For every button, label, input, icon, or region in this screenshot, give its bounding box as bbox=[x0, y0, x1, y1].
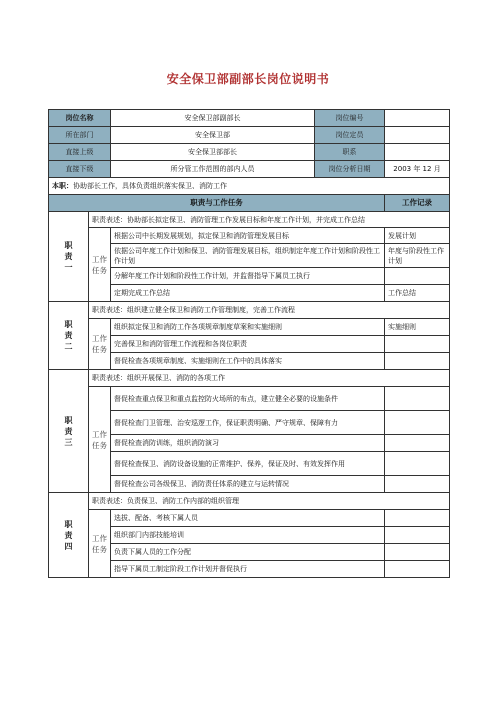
duty-2-record-1: 实施细则 bbox=[385, 319, 450, 336]
duty-1-record-2: 年度与阶段性工作计划 bbox=[385, 244, 450, 268]
duty-3-task-1: 督促检查重点保卫和重点监控防火场所的布点，建立健全必要的设施条件 bbox=[111, 387, 385, 411]
duty-2-record-2 bbox=[385, 336, 450, 353]
post-code-label: 岗位编号 bbox=[315, 110, 385, 127]
duty-2-desc: 职责表述：组织建立健全保卫和消防工作管理制度，完善工作流程 bbox=[89, 302, 450, 319]
superior-value: 安全保卫部部长 bbox=[111, 144, 315, 161]
page-title: 安全保卫部副部长岗位说明书 bbox=[166, 72, 330, 86]
subordinate-label: 直接下级 bbox=[49, 161, 111, 178]
post-name-label: 岗位名称 bbox=[49, 110, 111, 127]
post-name-value: 安全保卫部副部长 bbox=[111, 110, 315, 127]
duty-4-name: 职 责 四 bbox=[49, 493, 89, 578]
duty-1-record-4: 工作总结 bbox=[385, 285, 450, 302]
duty-3-task-label: 工作任务 bbox=[89, 387, 111, 493]
records-header: 工作记录 bbox=[385, 195, 450, 212]
duty-1-record-1: 发展计划 bbox=[385, 228, 450, 244]
duties-header: 职责与工作任务 bbox=[49, 195, 385, 212]
duty-3-task-5: 督促检查公司各级保卫、消防责任体系的建立与运转情况 bbox=[111, 476, 385, 493]
rank-label: 职系 bbox=[315, 144, 385, 161]
duty-4-task-2: 组织部门内部技能培训 bbox=[111, 527, 385, 544]
duty-4-desc: 职责表述：负责保卫、消防工作内部的组织管理 bbox=[89, 493, 450, 510]
duty-4-task-3: 负责下属人员的工作分配 bbox=[111, 544, 385, 561]
duty-3-record-4 bbox=[385, 452, 450, 476]
rank-value bbox=[385, 144, 450, 161]
duty-summary bbox=[49, 178, 450, 195]
analysis-date-value: 2003 年 12 月 bbox=[385, 161, 450, 178]
duty-4-task-1: 选拔、配备、考核下属人员 bbox=[111, 510, 385, 527]
duty-3-task-2: 督促检查门卫管理、治安巡逻工作，保证职责明确、严守规章、保障有力 bbox=[111, 411, 385, 435]
duty-2-task-2: 完善保卫和消防管理工作流程和各岗位职责 bbox=[111, 336, 385, 353]
duty-3-task-4: 督促检查保卫、消防设备设施的正常维护、保养，保证及时、有效发挥作用 bbox=[111, 452, 385, 476]
duty-3-record-2 bbox=[385, 411, 450, 435]
duty-1-task-1: 根据公司中长期发展规划，拟定保卫和消防管理发展目标 bbox=[111, 228, 385, 244]
duty-3-record-5 bbox=[385, 476, 450, 493]
duty-summary-label: 本职： bbox=[52, 182, 73, 190]
dept-label: 所在部门 bbox=[49, 127, 111, 144]
subordinate-value: 所分管工作范围的部内人员 bbox=[111, 161, 315, 178]
duty-1-task-label: 工作任务 bbox=[89, 228, 111, 302]
duty-3-task-3: 督促检查消防训练，组织消防演习 bbox=[111, 435, 385, 452]
duty-4-task-label: 工作任务 bbox=[89, 510, 111, 578]
duty-1-record-3 bbox=[385, 268, 450, 285]
duty-1-task-3: 分解年度工作计划和阶段性工作计划，并监督指导下属员工执行 bbox=[111, 268, 385, 285]
duty-4-record-3 bbox=[385, 544, 450, 561]
duty-3-name: 职 责 三 bbox=[49, 370, 89, 493]
duty-1-task-4: 定期完成工作总结 bbox=[111, 285, 385, 302]
post-code-value bbox=[385, 110, 450, 127]
duty-4-record-2 bbox=[385, 527, 450, 544]
duty-4-record-4 bbox=[385, 561, 450, 578]
job-description-table bbox=[48, 109, 449, 578]
duty-1-name: 职 责 一 bbox=[49, 212, 89, 302]
duty-2-task-1: 组织拟定保卫和消防工作各项规章制度草案和实施细则 bbox=[111, 319, 385, 336]
quota-label: 岗位定员 bbox=[315, 127, 385, 144]
duty-summary-text: 协助部长工作，具体负责组织落实保卫、消防工作 bbox=[73, 182, 227, 190]
duty-2-task-label: 工作任务 bbox=[89, 319, 111, 370]
duty-1-task-2: 依据公司年度工作计划和保卫、消防管理发展目标，组织制定年度工作计划和阶段性工作计划 bbox=[111, 244, 385, 268]
duty-2-task-3: 督促检查各项规章制度、实施细则在工作中的具体落实 bbox=[111, 353, 385, 370]
duty-3-record-1 bbox=[385, 387, 450, 411]
duty-4-task-4: 指导下属员工制定阶段工作计划并督促执行 bbox=[111, 561, 385, 578]
dept-value: 安全保卫部 bbox=[111, 127, 315, 144]
duty-2-name: 职 责 二 bbox=[49, 302, 89, 370]
quota-value bbox=[385, 127, 450, 144]
analysis-date-label: 岗位分析日期 bbox=[315, 161, 385, 178]
superior-label: 直接上级 bbox=[49, 144, 111, 161]
duty-1-desc: 职责表述：协助部长拟定保卫、消防管理工作发展目标和年度工作计划，并完成工作总结 bbox=[89, 212, 450, 228]
duty-4-record-1 bbox=[385, 510, 450, 527]
duty-3-desc: 职责表述：组织开展保卫、消防的各项工作 bbox=[89, 370, 450, 387]
duty-2-record-3 bbox=[385, 353, 450, 370]
duty-3-record-3 bbox=[385, 435, 450, 452]
